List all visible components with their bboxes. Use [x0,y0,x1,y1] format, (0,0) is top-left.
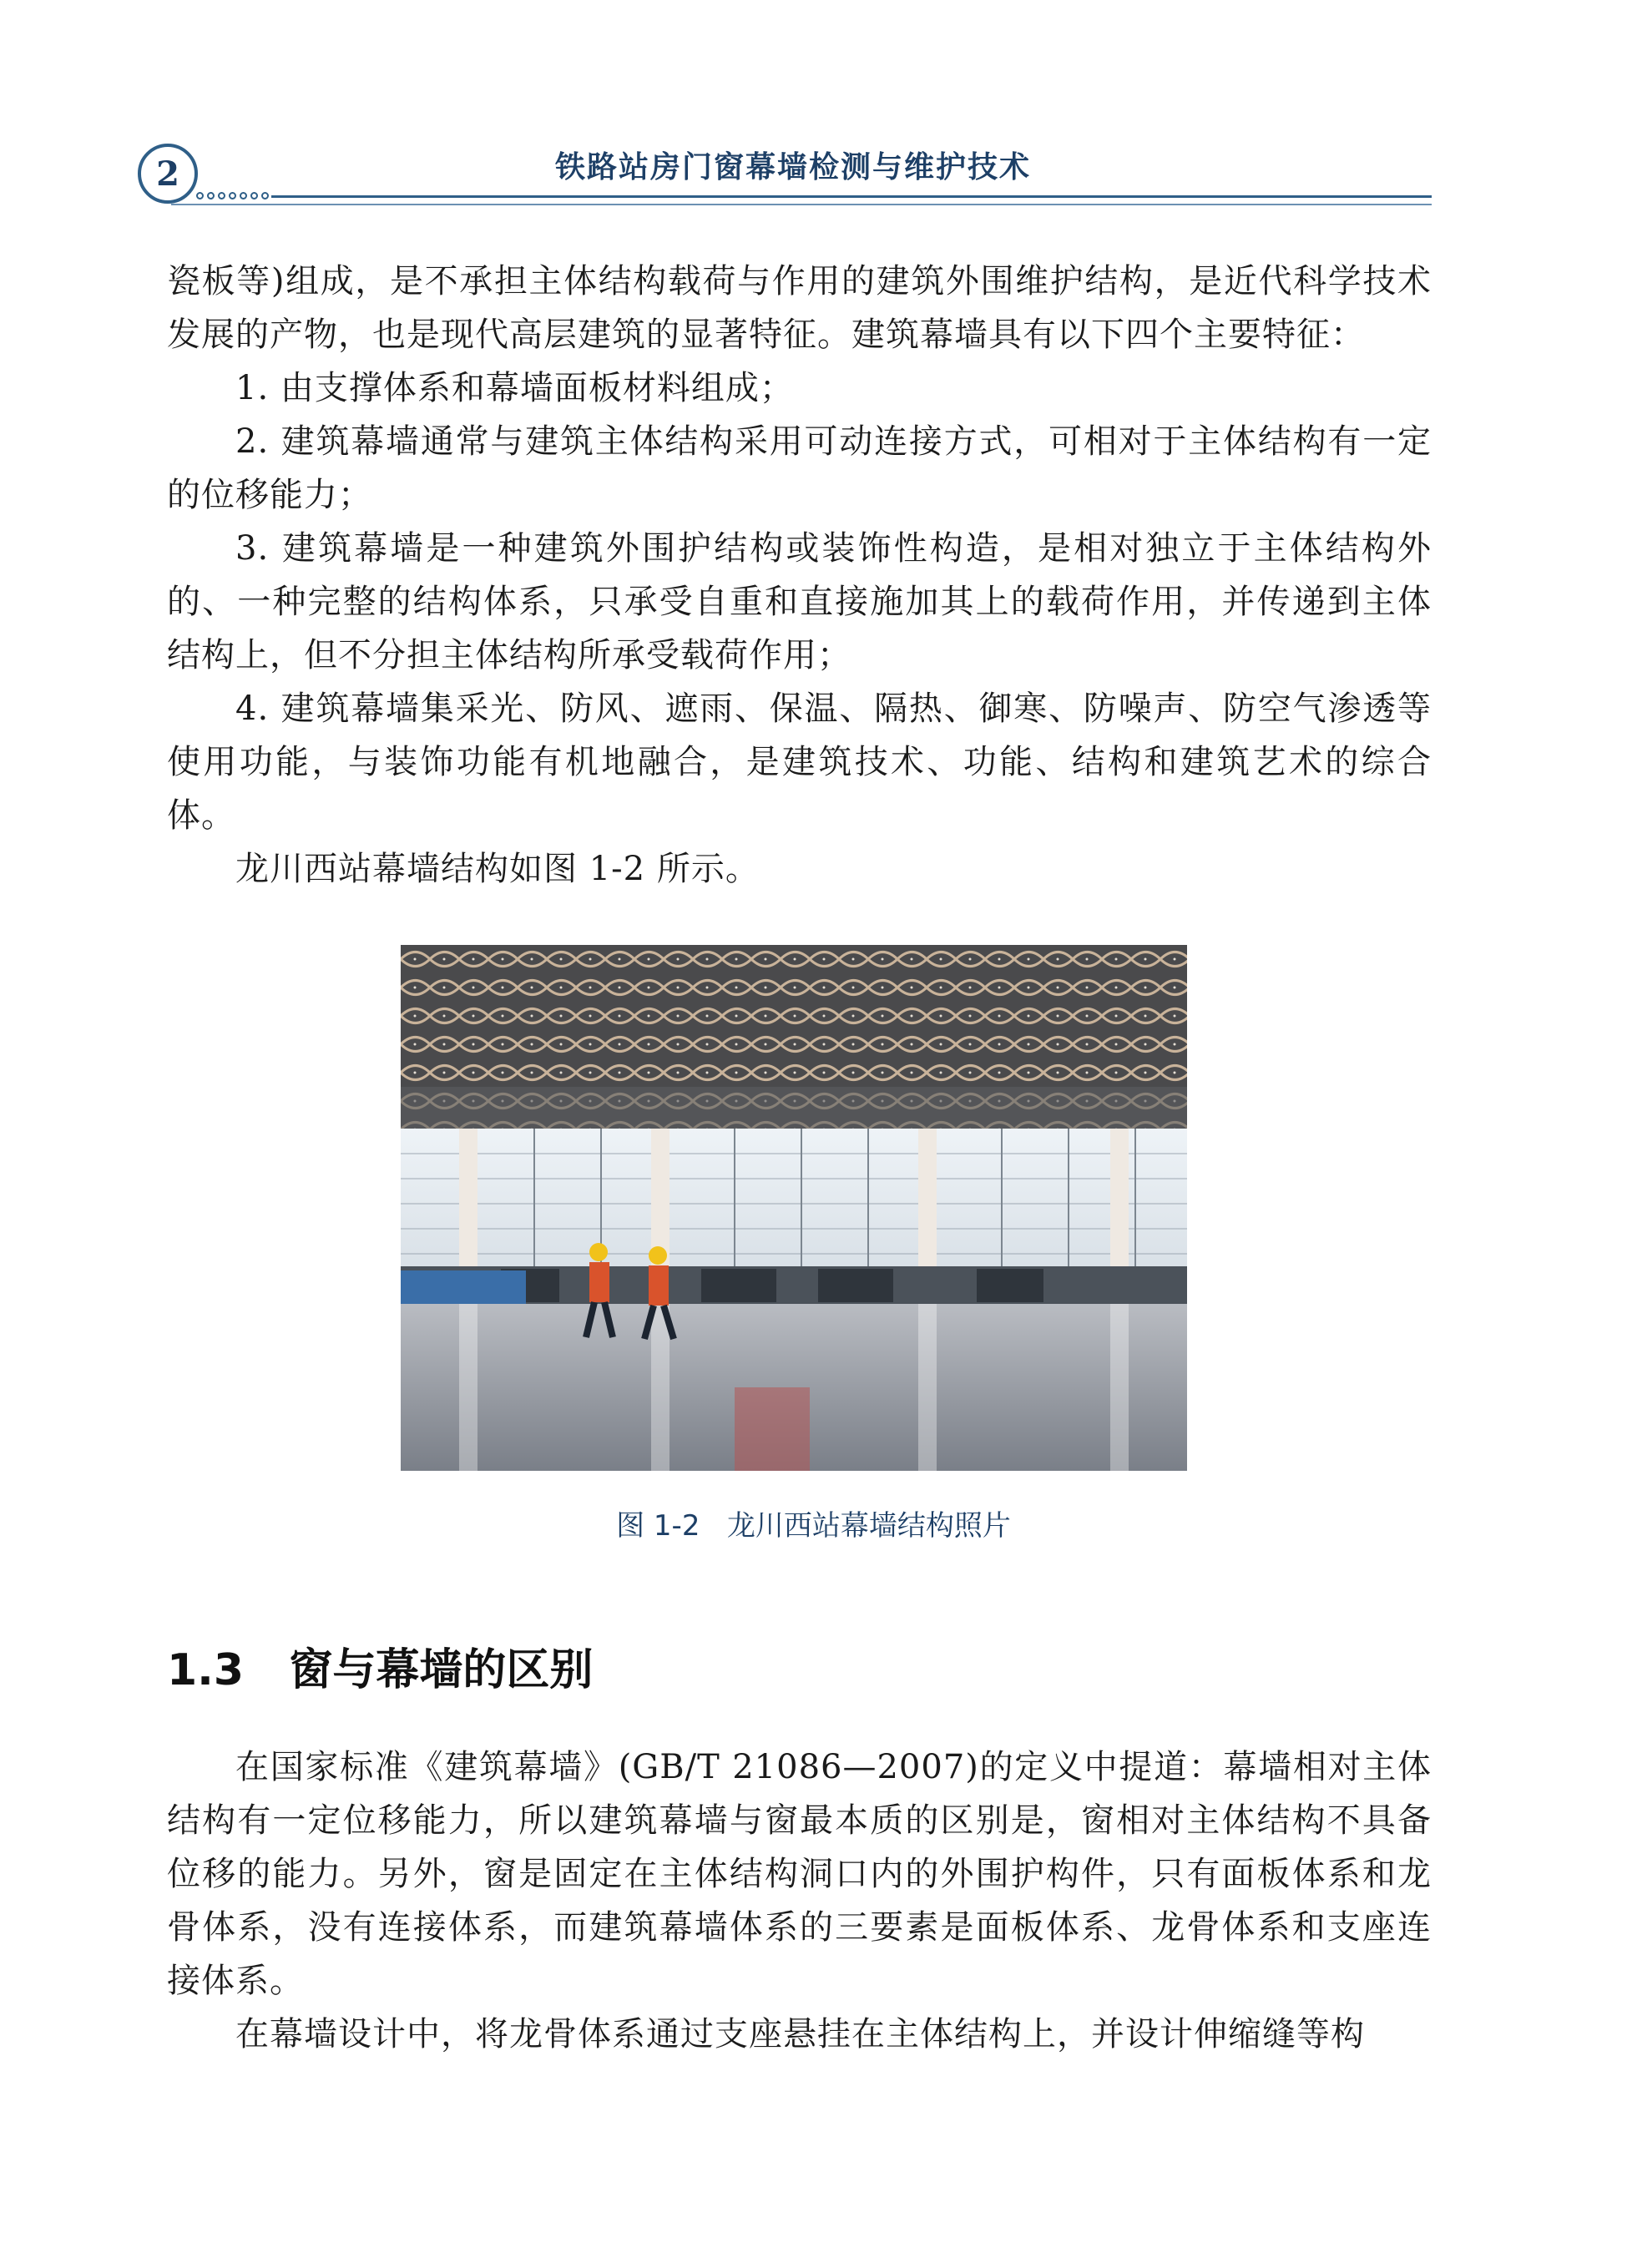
paragraph: 瓷板等)组成，是不承担主体结构载荷与作用的建筑外围维护结构，是近代科学技术发展的产物，也是现代高层建筑的显著特征。建筑幕墙具有以下四个主要特征： [167,262,1432,354]
paragraph: 在幕墙设计中，将龙骨体系通过支座悬挂在主体结构上，并设计伸缩缝等构 [235,2015,1365,2053]
header-rule [271,195,1432,198]
section-body [167,1740,1432,2061]
book-title: 铁路站房门窗幕墙检测与维护技术 [555,150,1032,184]
running-header [138,134,1432,217]
page-number: 2 [138,144,198,204]
paragraph: 在国家标准《建筑幕墙》(GB/T 21086—2007)的定义中提道：幕墙相对主体结构有一定位移能力，所以建筑幕墙与窗最本质的区别是，窗相对主体结构不具备位移的能力。另外，窗是固定在主体结构洞口内的外围护构件，只有面板体系和龙骨体系，没有连接体系，而建筑幕墙体系的三要素是面板体系、龙骨体系和支座连接体系。 [167,1748,1432,2000]
section-heading: 1.3 窗与幕墙的区别 [167,1645,594,1695]
paragraph: 龙川西站幕墙结构如图 1-2 所示。 [235,850,760,888]
list-item: 2. 建筑幕墙通常与建筑主体结构采用可动连接方式，可相对于主体结构有一定的位移能力； [167,422,1432,514]
header-rule-thin [171,204,1432,205]
list-item: 4. 建筑幕墙集采光、防风、遮雨、保温、隔热、御寒、防噪声、防空气渗透等使用功能，与装饰功能有机地融合，是建筑技术、功能、结构和建筑艺术的综合体。 [167,689,1432,835]
header-dots-ornament [196,192,269,200]
list-item: 3. 建筑幕墙是一种建筑外围护结构或装饰性构造，是相对独立于主体结构外的、一种完整的结构体系，只承受自重和直接施加其上的载荷作用，并传递到主体结构上，但不分担主体结构所承受载荷作用； [167,529,1432,674]
body-text [167,255,1432,896]
station-hall-photo [401,945,1187,1471]
figure-caption: 图 1-2 龙川西站幕墙结构照片 [616,1509,1011,1543]
list-item: 1. 由支撑体系和幕墙面板材料组成； [235,369,794,407]
